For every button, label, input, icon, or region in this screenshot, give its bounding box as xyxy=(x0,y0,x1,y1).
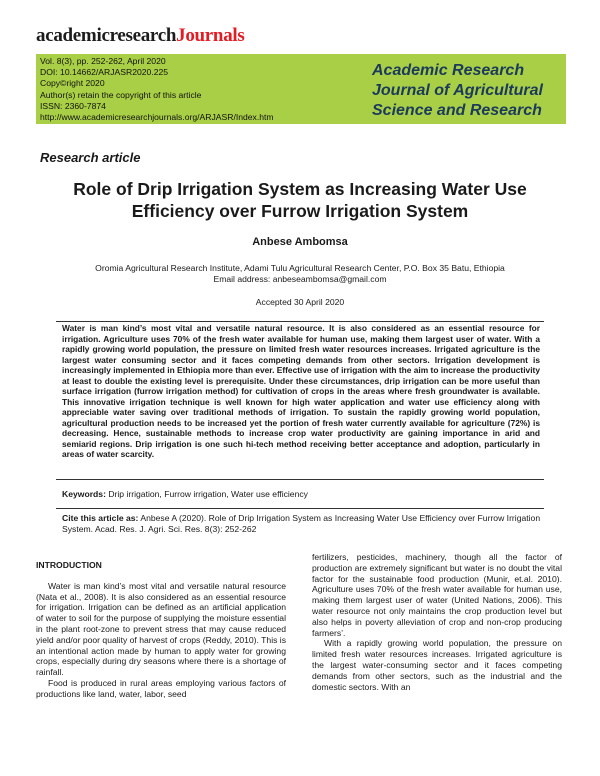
journal-name-line1: Academic Research xyxy=(372,62,525,79)
citation-label: Cite this article as: xyxy=(62,513,139,523)
accepted-date: Accepted 30 April 2020 xyxy=(255,297,345,307)
body-column-right xyxy=(312,552,562,692)
author-affiliation xyxy=(40,263,560,285)
article-metadata xyxy=(40,56,274,123)
journal-name xyxy=(372,61,562,121)
author-email: Email address: anbeseambomsa@gmail.com xyxy=(213,274,387,284)
volume-info: Vol. 8(3), pp. 252-262, April 2020 xyxy=(40,56,166,66)
article-type: Research article xyxy=(40,150,141,165)
citation xyxy=(62,513,542,535)
section-heading-introduction: INTRODUCTION xyxy=(36,560,102,570)
issn: ISSN: 2360-7874 xyxy=(40,100,106,111)
intro-paragraph-4: With a rapidly growing world population, the pressure on limited fresh water resources increases. Irrigated agriculture is the largest water-consuming sector and it faces competing demands from other sectors, such as the industrial and the domestic sectors. With an xyxy=(312,638,562,692)
copyright-year: Copy©right 2020 xyxy=(40,78,105,89)
keywords xyxy=(62,489,542,499)
publisher-logo-part1: academicresearch xyxy=(36,25,177,46)
citation-text: Anbese A (2020). Role of Drip Irrigation System as Increasing Water Use Efficiency over Furrow Irrigation System. Acad. Res. J. Agri. Sci. Res. 8(3): 252-262 xyxy=(62,513,541,534)
body-column-left xyxy=(36,560,286,700)
keywords-text: Drip irrigation, Furrow irrigation, Water use efficiency xyxy=(105,489,308,499)
intro-paragraph-3: fertilizers, pesticides, machinery, though all the factor of production are extremely significant but water is no doubt the vital factor for the sustainable food production (Munir, et.al. 2010). Agriculture uses 70% of the fresh water available for human use, making them largest user of water (United Nations, 2006). This water resource not only maintains the crop production level but also helps in poverty alleviation of crop and non-crop producing farmers’. xyxy=(312,552,562,638)
author-name: Anbese Ambomsa xyxy=(252,236,348,248)
affiliation-text: Oromia Agricultural Research Institute, Adami Tulu Agricultural Research Center, P.O. Box 35 Batu, Ethiopia xyxy=(95,263,505,273)
publisher-logo-part2: Journals xyxy=(176,25,245,46)
intro-paragraph-1: Water is man kind’s most vital and versatile natural resource (Nata et al., 2008). It is also considered as an essential resource for irrigation. Irrigation can be defined as an artificial application of water to soil for the purpose of supplying the moisture essential in the plant root-zone to prevent stress that may cause reduced yield and/or poor quality of harvest of crops (Reddy, 2010). This is an intentional action made by human to apply water for growing crops, especially during dry seasons where there is a shortage of rainfall. xyxy=(36,580,286,678)
copyright-notice: Author(s) retain the copyright of this article xyxy=(40,89,202,100)
intro-paragraph-2: Food is produced in rural areas employing various factors of productions like land, water, labor, seed xyxy=(36,677,286,699)
journal-name-line3: Science and Research xyxy=(372,102,542,119)
abstract: Water is man kind’s most vital and versatile natural resource. It is also considered as an essential resource for irrigation. Agriculture uses 70% of the fresh water available for human use, making them largest user of water. With a rapidly growing world population, the pressure on limited fresh water resources increases. Irrigated agriculture is the largest water consuming sector and it faces competing demands from other sectors. Irrigation development is increasingly implemented in Ethiopia more than ever. Effective use of irrigation with the aim to increase the productivity at least to double the existing level is prerequisite. Under these circumstances, drip irrigation can be more useful than surface irrigation (furrow irrigation method) for cultivation of crops in the areas where fresh groundwater is available. This innovative irrigation technique is well known for high water application and water use efficiency along with appreciable water saving over traditional methods of irrigation. To sustain the rapidly growing world population, agricultural production needs to be increased yet the portion of fresh water currently available for agriculture (72%) is decreasing. Hence, sustainable methods to increase crop water productivity are gaining importance in arid and semiarid regions. Drip irrigation is one such hi-tech method receiving better acceptance and adoption, particularly in areas of water scarcity. xyxy=(62,323,540,459)
publisher-logo xyxy=(36,25,244,47)
doi: DOI: 10.14662/ARJASR2020.225 xyxy=(40,67,169,78)
journal-name-line2: Journal of Agricultural xyxy=(372,82,543,99)
journal-url[interactable]: http://www.academicresearchjournals.org/ARJASR/Index.htm xyxy=(40,112,274,123)
keywords-label: Keywords: xyxy=(62,489,106,499)
article-title: Role of Drip Irrigation System as Increasing Water Use Efficiency over Furrow Irrigation System xyxy=(73,179,527,221)
